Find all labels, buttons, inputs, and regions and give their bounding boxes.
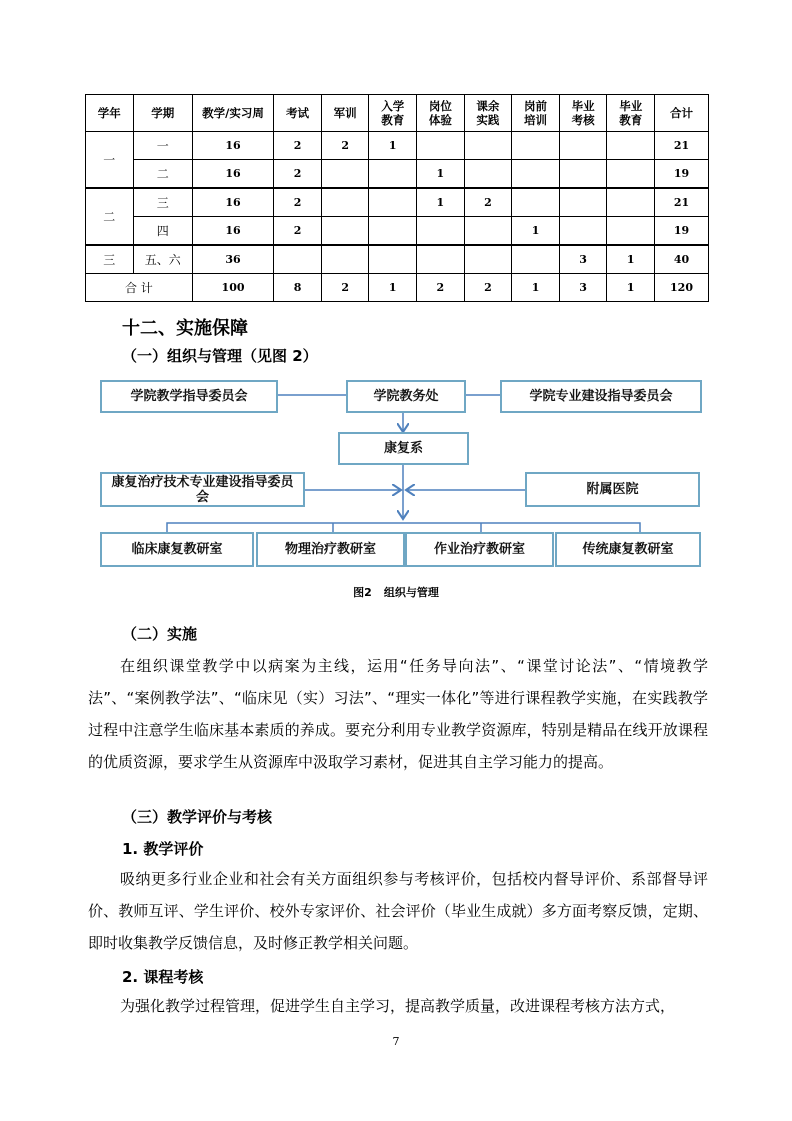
cell-value (274, 245, 322, 274)
subsection-title-evaluation: （三）教学评价与考核 (122, 808, 273, 826)
column-header-text: 教学/实习周 (202, 106, 264, 120)
cell-value: 16 (192, 160, 273, 189)
column-header (559, 95, 607, 132)
total-value: 2 (464, 274, 512, 302)
box-teaching-committee: 学院教学指导委员会 (100, 380, 278, 413)
column-header (133, 95, 192, 132)
table-header-row (86, 95, 709, 132)
column-header-text: 毕业 (571, 99, 595, 113)
column-header (655, 95, 709, 132)
box-academic-affairs: 学院教务处 (346, 380, 466, 413)
cell-value (559, 188, 607, 217)
column-header-text: 岗前 (524, 99, 548, 113)
cell-value (321, 217, 369, 246)
column-header (464, 95, 512, 132)
cell-value (369, 188, 417, 217)
cell-value (369, 217, 417, 246)
subsection-title-organization: （一）组织与管理（见图 2） (122, 347, 318, 365)
figure-title: 组织与管理 (383, 586, 439, 599)
cell-term: 一 (133, 132, 192, 160)
cell-value: 2 (274, 160, 322, 189)
cell-value (512, 245, 560, 274)
subsection-title-implementation: （二）实施 (122, 625, 198, 643)
column-header-text: 合计 (670, 106, 693, 120)
column-header (607, 95, 655, 132)
cell-value (607, 160, 655, 189)
column-header-text: 军训 (333, 106, 357, 120)
cell-value: 16 (192, 217, 273, 246)
column-header-text: 考试 (286, 106, 310, 120)
cell-value (321, 245, 369, 274)
cell-value (512, 132, 560, 160)
cell-value (417, 217, 465, 246)
cell-value (369, 160, 417, 189)
figure-number: 图2 (353, 586, 372, 599)
box-physical-therapy: 物理治疗教研室 (256, 532, 405, 567)
cell-value (559, 217, 607, 246)
cell-value: 2 (321, 132, 369, 160)
total-value: 1 (369, 274, 417, 302)
column-header (321, 95, 369, 132)
column-header-text: 学年 (97, 106, 121, 120)
cell-value (417, 245, 465, 274)
paragraph-implementation: 在组织课堂教学中以病案为主线，运用“任务导向法”、“课堂讨论法”、“情境教学法”、“案例教学法”、“临床见（实）习法”、“理实一体化”等进行课程教学实施，在实践教学过程中注意学生临床基本素质的养成。要充分利用专业教学资源库，特别是精品在线开放课程的优质资源，要求学生从资源库中汲取学习素材，促进其自主学习能力的提高。 (88, 657, 708, 771)
table-row (86, 217, 709, 246)
total-value: 1 (607, 274, 655, 302)
box-occupational-therapy: 作业治疗教研室 (405, 532, 554, 567)
cell-value: 21 (655, 188, 709, 217)
cell-value: 1 (417, 160, 465, 189)
column-header-text: 课余 (476, 99, 500, 113)
total-value: 8 (274, 274, 322, 302)
section-title: 十二、实施保障 (122, 318, 248, 339)
cell-value: 2 (464, 188, 512, 217)
cell-value (607, 217, 655, 246)
table-total-row (86, 274, 709, 302)
box-traditional-rehab: 传统康复教研室 (555, 532, 701, 567)
cell-value: 2 (274, 132, 322, 160)
paragraph-assessment: 为强化教学过程管理，促进学生自主学习，提高教学质量，改进课程考核方法方式， (120, 997, 676, 1015)
cell-term: 三 (133, 188, 192, 217)
box-rehab-major-committee: 康复治疗技术专业建设指导委员会 (100, 472, 305, 507)
column-header-text: 教育 (619, 113, 643, 127)
cell-value: 36 (192, 245, 273, 274)
cell-value (417, 132, 465, 160)
item-title-course-assessment: 2. 课程考核 (122, 968, 204, 986)
column-header-text: 学期 (151, 106, 175, 120)
box-affiliated-hospital: 附属医院 (525, 472, 700, 507)
cell-value (559, 132, 607, 160)
column-header-text: 体验 (428, 113, 452, 127)
column-header-text: 实践 (476, 113, 500, 127)
cell-year: 二 (86, 188, 134, 245)
column-header-text: 考核 (571, 113, 595, 127)
column-header (512, 95, 560, 132)
box-rehab-dept: 康复系 (338, 432, 469, 465)
column-header-text: 教育 (381, 113, 405, 127)
total-value: 3 (559, 274, 607, 302)
box-clinical-rehab: 临床康复教研室 (100, 532, 254, 567)
total-value: 2 (321, 274, 369, 302)
cell-value (321, 188, 369, 217)
cell-year: 一 (86, 132, 134, 189)
cell-value (369, 245, 417, 274)
cell-value: 1 (512, 217, 560, 246)
table-row (86, 245, 709, 274)
total-label: 合 计 (86, 274, 193, 302)
cell-value (512, 188, 560, 217)
cell-term: 四 (133, 217, 192, 246)
column-header-text: 培训 (524, 113, 548, 127)
total-value: 120 (655, 274, 709, 302)
cell-value: 2 (274, 188, 322, 217)
total-value: 100 (192, 274, 273, 302)
cell-value: 16 (192, 188, 273, 217)
column-header-text: 入学 (381, 99, 405, 113)
cell-value: 19 (655, 160, 709, 189)
cell-year: 三 (86, 245, 134, 274)
cell-value (559, 160, 607, 189)
cell-value (464, 217, 512, 246)
figure-caption (0, 584, 792, 600)
column-header-text: 毕业 (619, 99, 643, 113)
column-header (86, 95, 134, 132)
cell-value (607, 188, 655, 217)
cell-value: 3 (559, 245, 607, 274)
cell-value (464, 245, 512, 274)
cell-term: 五、六 (133, 245, 192, 274)
org-chart (95, 372, 707, 572)
table-row (86, 188, 709, 217)
cell-value (464, 160, 512, 189)
column-header (192, 95, 273, 132)
total-value: 1 (512, 274, 560, 302)
cell-value: 1 (607, 245, 655, 274)
table-row (86, 132, 709, 160)
total-value: 2 (417, 274, 465, 302)
cell-value (321, 160, 369, 189)
cell-value: 19 (655, 217, 709, 246)
paragraph-evaluation: 吸纳更多行业企业和社会有关方面组织参与考核评价，包括校内督导评价、系部督导评价、教师互评、学生评价、校外专家评价、社会评价（毕业生成就）多方面考察反馈，定期、即时收集教学反馈信息，及时修正教学相关问题。 (88, 870, 708, 952)
page-number: 7 (392, 1035, 400, 1048)
item-title-teaching-evaluation: 1. 教学评价 (122, 840, 204, 858)
box-major-committee: 学院专业建设指导委员会 (500, 380, 702, 413)
cell-term: 二 (133, 160, 192, 189)
cell-value (607, 132, 655, 160)
column-header (369, 95, 417, 132)
column-header (274, 95, 322, 132)
column-header-text: 岗位 (428, 99, 452, 113)
column-header (417, 95, 465, 132)
cell-value: 16 (192, 132, 273, 160)
cell-value (464, 132, 512, 160)
cell-value: 21 (655, 132, 709, 160)
table-row (86, 160, 709, 189)
cell-value: 1 (369, 132, 417, 160)
cell-value: 40 (655, 245, 709, 274)
cell-value: 2 (274, 217, 322, 246)
teaching-weeks-table (85, 94, 709, 302)
cell-value (512, 160, 560, 189)
cell-value: 1 (417, 188, 465, 217)
